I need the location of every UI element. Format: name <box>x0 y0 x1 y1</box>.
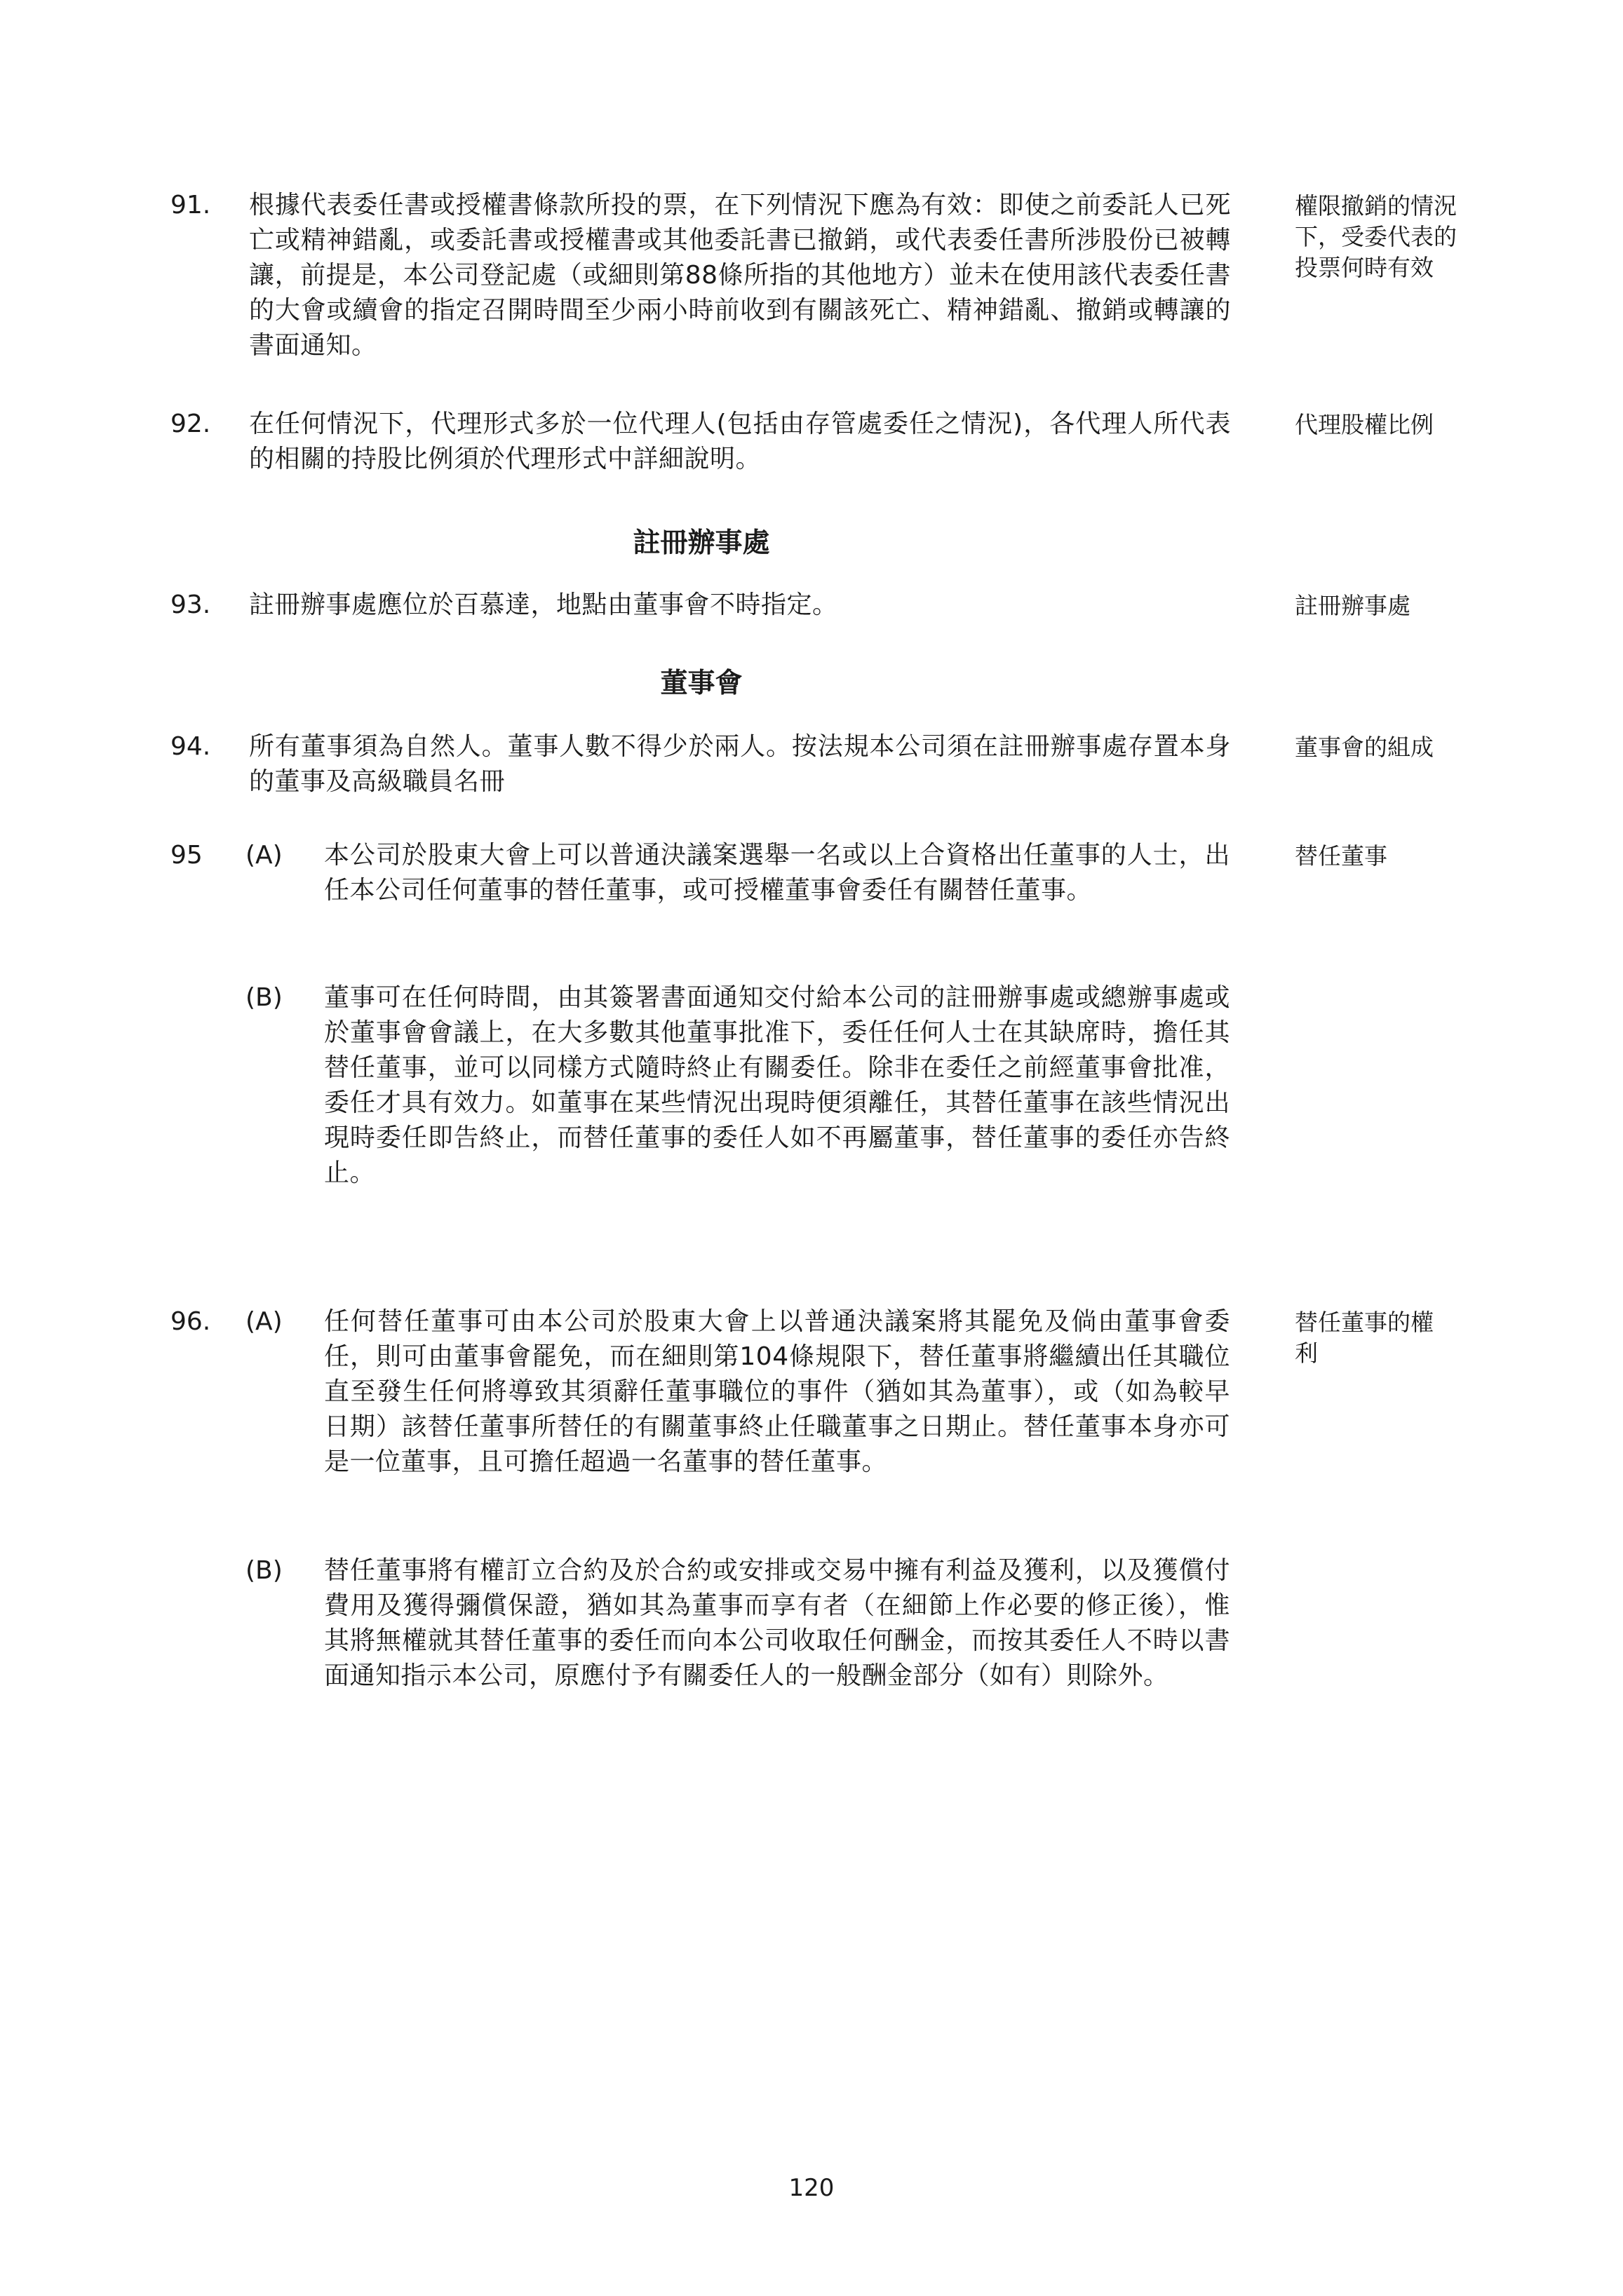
section-heading-board: 董事會 <box>660 668 743 699</box>
article-96-b-label: (B) <box>245 1556 283 1585</box>
article-95-a-label: (A) <box>245 841 283 870</box>
article-94-margin-note: 董事會的組成 <box>1295 734 1434 761</box>
article-92-text: 在任何情況下，代理形式多於一位代理人(包括由存管處委任之情況)，各代理人所代表的相關的持股比例須於代理形式中詳細說明。 <box>249 410 1231 473</box>
article-96-a-label: (A) <box>245 1307 283 1336</box>
article-92-margin-note: 代理股權比例 <box>1295 411 1434 438</box>
article-94-text: 所有董事須為自然人。董事人數不得少於兩人。按法規本公司須在註冊辦事處存置本身的董事及高級職員名冊 <box>249 732 1231 796</box>
article-95-b-label: (B) <box>245 983 283 1012</box>
article-95-margin-note: 替任董事 <box>1295 842 1387 870</box>
article-96-a-text: 任何替任董事可由本公司於股東大會上以普通決議案將其罷免及倘由董事會委任，則可由董事會罷免，而在細則第104條規限下，替任董事將繼續出任其職位直至發生任何將導致其須辭任董事職位的事件（猶如其為董事），或（如為較早日期）該替任董事所替任的有關董事終止任職董事之日期止。替任董事本身亦可是一位董事，且可擔任超過一名董事的替任董事。 <box>324 1307 1230 1476</box>
section-heading-registered-office: 註冊辦事處 <box>633 527 770 559</box>
article-96-b-text: 替任董事將有權訂立合約及於合約或安排或交易中擁有利益及獲利，以及獲償付費用及獲得彌償保證，猶如其為董事而享有者（在細節上作必要的修正後），惟其將無權就其替任董事的委任而向本公司收取任何酬金，而按其委任人不時以書面通知指示本公司，原應付予有關委任人的一般酬金部分（如有）則除外。 <box>324 1556 1230 1690</box>
article-96-number: 96. <box>170 1307 211 1336</box>
article-94-number: 94. <box>170 732 211 761</box>
article-95-a-text: 本公司於股東大會上可以普通決議案選舉一名或以上合資格出任董事的人士，出任本公司任何董事的替任董事，或可授權董事會委任有關替任董事。 <box>324 841 1230 905</box>
article-93-margin-note: 註冊辦事處 <box>1295 592 1410 619</box>
article-95-number: 95 <box>170 841 203 870</box>
article-93-number: 93. <box>170 590 211 619</box>
article-91-text: 根據代表委任書或授權書條款所投的票，在下列情況下應為有效：即使之前委託人已死亡或精神錯亂，或委託書或授權書或其他委託書已撤銷，或代表委任書所涉股份已被轉讓，前提是，本公司登記處（或細則第88條所指的其他地方）並未在使用該代表委任書的大會或續會的指定召開時間至少兩小時前收到有關該死亡、精神錯亂、撤銷或轉讓的書面通知。 <box>249 191 1231 360</box>
article-92-number: 92. <box>170 410 211 438</box>
article-91-margin-note: 權限撤銷的情況下，受委代表的投票何時有效 <box>1295 192 1457 281</box>
article-93-text: 註冊辦事處應位於百慕達，地點由董事會不時指定。 <box>249 590 838 619</box>
article-96-margin-note: 替任董事的權利 <box>1295 1309 1434 1367</box>
page-number: 120 <box>788 2174 835 2202</box>
article-95-b-text: 董事可在任何時間，由其簽署書面通知交付給本公司的註冊辦事處或總辦事處或於董事會會議上，在大多數其他董事批准下，委任任何人士在其缺席時，擔任其替任董事，並可以同樣方式隨時終止有關委任。除非在委任之前經董事會批准，委任才具有效力。如董事在某些情況出現時便須離任，其替任董事在該些情況出現時委任即告終止，而替任董事的委任人如不再屬董事，替任董事的委任亦告終止。 <box>324 983 1230 1187</box>
article-91-number: 91. <box>170 191 211 220</box>
